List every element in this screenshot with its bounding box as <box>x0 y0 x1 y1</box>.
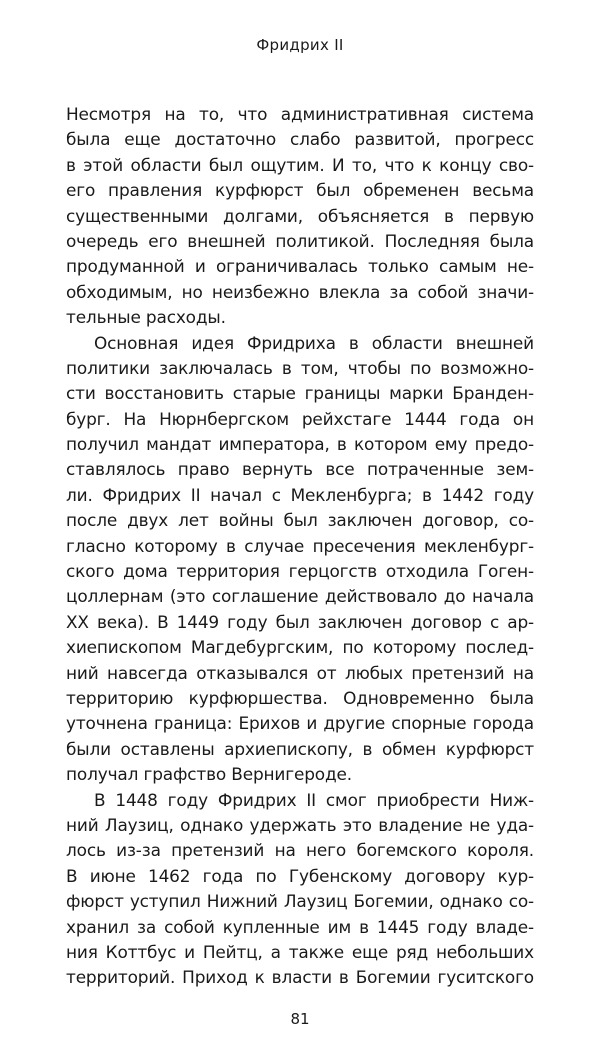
text-line: территорию курфюршества. Одновременно была <box>66 687 534 708</box>
text-line: существенными долгами, объясняется в первую <box>66 205 534 226</box>
paragraph <box>66 788 534 991</box>
text-line: тельные расходы. <box>66 307 226 328</box>
text-line: ний навсегда отказывался от любых претензий на <box>66 662 534 683</box>
running-head: Фридрих II <box>256 36 344 54</box>
text-line: В 1448 году Фридрих II смог приобрести Ниж- <box>94 789 534 810</box>
text-line: Несмотря на то, что административная система <box>66 104 534 124</box>
text-line: Основная идея Фридриха в области внешней <box>94 332 534 353</box>
text-line: территорий. Приход к власти в Богемии гуситского <box>66 967 534 988</box>
text-line: XX века). В 1449 году был заключен договор с ар- <box>66 611 534 632</box>
text-line: его правления курфюрст был обременен весьма <box>66 180 534 201</box>
text-line: очередь его внешней политикой. Последняя была <box>66 230 534 251</box>
paragraph <box>66 102 534 331</box>
text-line: ставлялось право вернуть все потраченные зем- <box>66 459 534 480</box>
text-line: была еще достаточно слабо развитой, прогресс <box>66 129 534 150</box>
text-line: политики заключалась в том, чтобы по возможно- <box>66 357 534 378</box>
paragraph <box>66 331 534 788</box>
text-line: сти восстановить старые границы марки Бранден- <box>66 383 534 404</box>
text-line: бург. На Нюрнбергском рейхстаге 1444 года он <box>66 408 534 429</box>
text-line: хранил за собой купленные им в 1445 году владе- <box>66 916 534 937</box>
text-line: ния Коттбус и Пейтц, а также еще ряд небольших <box>66 941 534 962</box>
text-line: В июне 1462 года по Губенскому договору кур- <box>66 865 534 886</box>
text-line: ли. Фридрих II начал с Мекленбурга; в 1442 году <box>66 484 534 505</box>
text-line: обходимым, но неизбежно влекла за собой значи- <box>66 281 534 302</box>
text-line: продуманной и ограничивалась только самым не- <box>66 256 534 277</box>
text-line: были оставлены архиепископу, в обмен курфюрст <box>66 738 534 759</box>
text-line: цоллернам (это соглашение действовало до начала <box>66 586 534 607</box>
text-line: получил мандат императора, в котором ему предо- <box>66 434 534 455</box>
text-line: после двух лет войны был заключен договор, со- <box>66 510 534 531</box>
page-number: 81 <box>290 1010 310 1028</box>
body-text <box>66 102 534 991</box>
text-line: ний Лаузиц, однако удержать это владение не уда- <box>66 814 534 835</box>
text-line: получал графство Вернигероде. <box>66 764 352 785</box>
text-line: хиепископом Магдебургским, по которому послед- <box>66 637 534 658</box>
text-line: фюрст уступил Нижний Лаузиц Богемии, однако со- <box>66 891 534 912</box>
text-line: ского дома территория герцогств отходила Гоген- <box>66 561 534 582</box>
text-line: лось из-за претензий на него богемского короля. <box>66 840 534 861</box>
text-line: уточнена граница: Ерихов и другие спорные города <box>66 713 534 734</box>
text-line: в этой области был ощутим. И то, что к концу сво- <box>66 154 534 175</box>
text-line: гласно которому в случае пресечения мекленбург- <box>66 535 534 556</box>
